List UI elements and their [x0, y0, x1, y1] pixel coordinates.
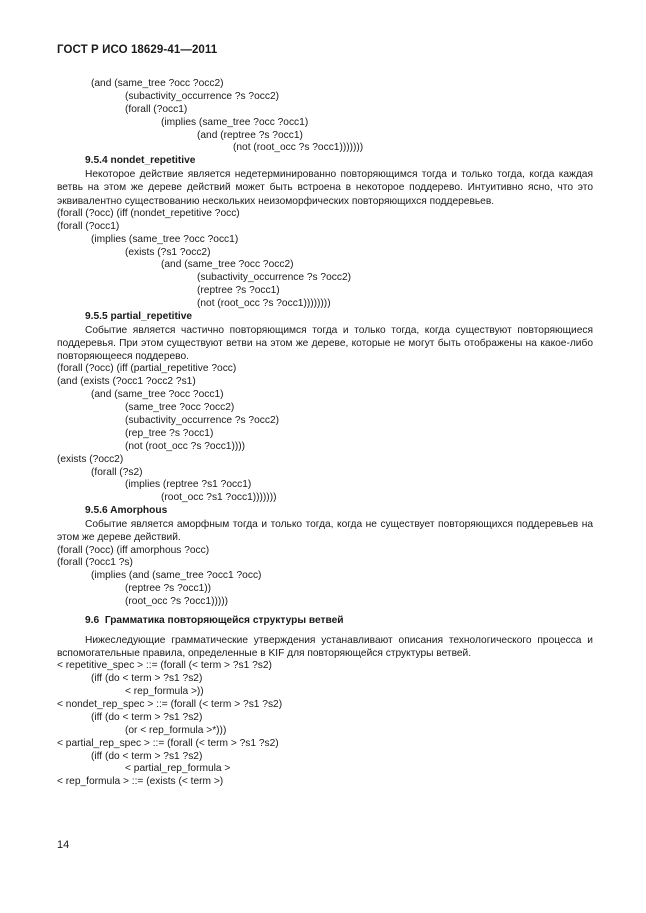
grammar-line: (iff (do < term > ?s1 ?s2) — [91, 673, 203, 685]
grammar-line: (iff (do < term > ?s1 ?s2) — [91, 711, 203, 723]
section-heading-954: 9.5.4 nondet_repetitive — [85, 155, 196, 167]
code-line: (implies (and (same_tree ?occ1 ?occ) — [91, 570, 262, 582]
grammar-line: < rep_formula > ::= (exists (< term >) — [57, 776, 224, 788]
code-line: (and (exists (?occ1 ?occ2 ?s1) — [57, 376, 196, 388]
code-line: (forall (?occ1) — [57, 220, 120, 232]
section-heading-956: 9.5.6 Amorphous — [85, 505, 168, 517]
section-heading-96: 9.6 Грамматика повторяющейся структуры ветвей — [85, 615, 344, 627]
grammar-line: (or < rep_formula >*))) — [125, 724, 227, 736]
code-line: (forall (?s2) — [91, 466, 143, 478]
code-line: (reptree ?s ?occ1) — [197, 285, 280, 297]
code-line: (forall (?occ1) — [125, 103, 188, 115]
code-line: (implies (same_tree ?occ ?occ1) — [91, 233, 239, 245]
grammar-line: < repetitive_spec > ::= (forall (< term > ?s1 ?s2) — [57, 660, 272, 672]
code-line: (same_tree ?occ ?occ2) — [125, 402, 235, 414]
grammar-line: < partial_rep_formula > — [125, 763, 231, 775]
code-line: (not (root_occ ?s ?occ1)))))))) — [197, 298, 331, 310]
grammar-line: < partial_rep_spec > ::= (forall (< term > ?s1 ?s2) — [57, 737, 279, 749]
section-heading-955: 9.5.5 partial_repetitive — [85, 310, 193, 322]
code-line: (not (root_occ ?s ?occ1)))) — [125, 440, 246, 452]
section-paragraph-96: Нижеследующие грамматические утверждения устанавливают описания технологического процесса и вспомогательные правила, определенные в KIF для повторяющейся структуры ветвей. — [57, 634, 593, 660]
grammar-line: (iff (do < term > ?s1 ?s2) — [91, 750, 203, 762]
code-line: (exists (?occ2) — [57, 453, 124, 465]
code-line: (and (reptree ?s ?occ1) — [197, 129, 303, 141]
document-header: ГОСТ Р ИСО 18629-41—2011 — [57, 44, 218, 56]
page-number: 14 — [57, 839, 70, 851]
page-body — [57, 78, 593, 789]
code-line: (subactivity_occurrence ?s ?occ2) — [125, 415, 280, 427]
code-line: (subactivity_occurrence ?s ?occ2) — [125, 90, 280, 102]
code-line: (subactivity_occurrence ?s ?occ2) — [197, 272, 352, 284]
code-line: (root_occ ?s ?occ1))))) — [125, 596, 229, 608]
code-line: (and (same_tree ?occ ?occ1) — [91, 389, 224, 401]
code-line: (exists (?s1 ?occ2) — [125, 246, 211, 258]
code-line: (forall (?occ1 ?s) — [57, 557, 133, 569]
code-line: (and (same_tree ?occ ?occ2) — [161, 259, 294, 271]
code-line: (implies (reptree ?s1 ?occ1) — [125, 479, 252, 491]
code-line: (reptree ?s ?occ1)) — [125, 583, 212, 595]
code-line: (forall (?occ) (iff (nondet_repetitive ?occ) — [57, 207, 240, 219]
section-paragraph-954: Некоторое действие является недетерминированно повторяющимся тогда и только тогда, когда каждая ветвь на этом же дереве действий может быть встроена в некоторое поддерево. Интуитивно ясно, что это эквивалентно существованию нескольких неизоморфических повторяющихся поддеревьев. — [57, 169, 593, 207]
grammar-line: < nondet_rep_spec > ::= (forall (< term > ?s1 ?s2) — [57, 698, 283, 710]
code-line: (forall (?occ) (iff amorphous ?occ) — [57, 544, 210, 556]
code-line: (root_occ ?s1 ?occ1))))))) — [161, 492, 277, 504]
section-paragraph-955: Событие является частично повторяющимся тогда и только тогда, когда существуют повторяющиеся поддеревья. При этом существуют ветви на этом же дереве, которые не могут быть отображены на какое-либо повторяющееся поддерево. — [57, 324, 593, 363]
section-paragraph-956: Событие является аморфным тогда и только тогда, когда не существует повторяющихся поддеревьев на этом же дереве действий. — [57, 519, 593, 544]
code-line: (rep_tree ?s ?occ1) — [125, 427, 214, 439]
grammar-line: < rep_formula >)) — [125, 686, 204, 698]
code-line: (implies (same_tree ?occ ?occ1) — [161, 116, 309, 128]
code-line: (forall (?occ) (iff (partial_repetitive ?occ) — [57, 363, 237, 375]
code-line: (and (same_tree ?occ ?occ2) — [91, 78, 224, 89]
code-line: (not (root_occ ?s ?occ1))))))) — [233, 142, 364, 154]
